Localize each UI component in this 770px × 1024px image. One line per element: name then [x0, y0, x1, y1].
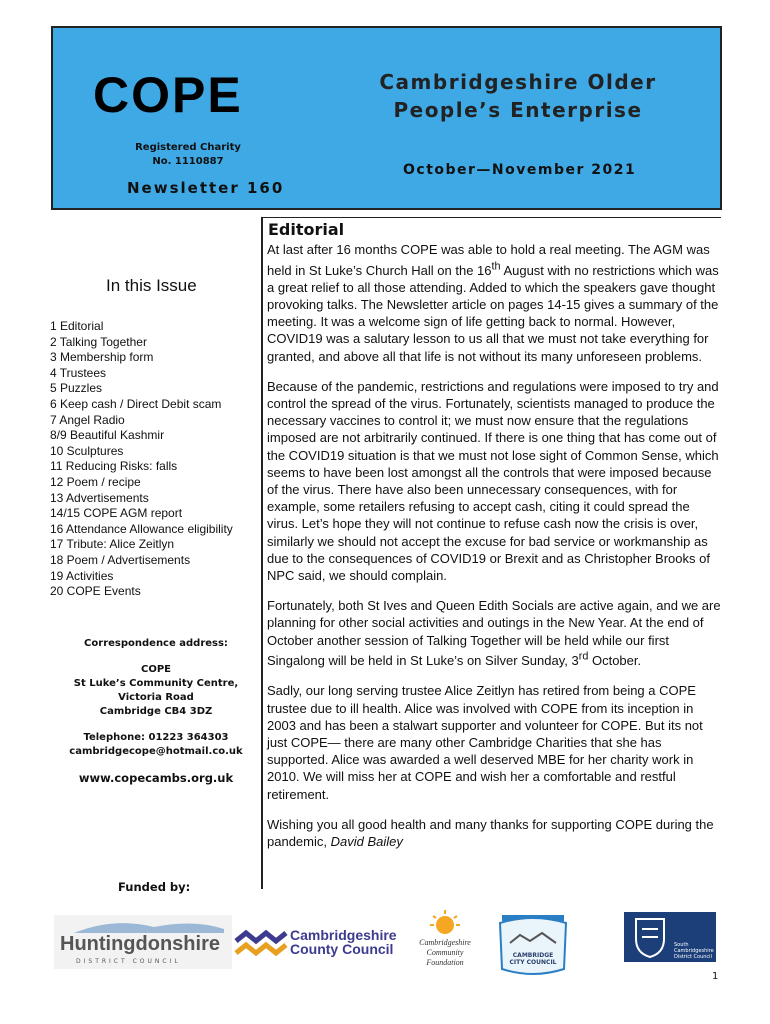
toc-item: 14/15 COPE AGM report [50, 506, 183, 521]
editorial-p5: Wishing you all good health and many thanks for supporting COPE during the pandemic, [267, 816, 714, 849]
correspondence-heading: Correspondence address: [84, 638, 228, 649]
toc-item: 10 Sculptures [50, 443, 124, 458]
toc-item: 17 Tribute: Alice Zeitlyn [50, 537, 175, 552]
editorial-paragraph: Because of the pandemic, restrictions and regulations were imposed to try and control the spread of the virus. Fortunately, scientists managed to produce the necessary vaccines to control it; we must now ensure that the regulations imposed are not arbitrarily continued. If there is one thing that has come out of the COVID19 situation is that we must not lose sight of Common Sense, which seems to have been lost amongst all the controls that were imposed because of the virus. There have also been unnecessary consequences, with for example, some retailers refusing to accept cash, citing it could spread the virus. Let’s hope they will not continue to refuse cash now the crisis is over, similarly we should not accept the excuse for bad service or workmanship as due to the consequences of COVID19 or Brexit and as Christopher Brooks of NPC said, we should complain. [267, 378, 719, 583]
ccf-name [414, 938, 476, 968]
ccf-line2: Community [426, 948, 464, 957]
editorial-paragraph [267, 597, 721, 669]
ccc-line2: County Council [290, 941, 394, 957]
editorial-heading: Editorial [268, 220, 345, 239]
south-cambs-logo [624, 912, 716, 962]
cambridgeshire-county-council-logo [234, 925, 409, 965]
hills-icon [54, 915, 232, 935]
toc-item: 19 Activities [50, 568, 114, 583]
toc-item: 1 Editorial [50, 319, 104, 333]
toc-item: 5 Puzzles [50, 381, 103, 396]
organisation-name [353, 68, 683, 124]
newsletter-number: Newsletter 160 [127, 179, 285, 197]
in-this-issue-heading: In this Issue [106, 276, 197, 295]
ccs-line2: CITY COUNCIL [509, 959, 557, 966]
editorial-paragraph [267, 816, 721, 850]
address-line: Victoria Road [118, 692, 194, 703]
cope-logo: COPE [93, 67, 243, 123]
page-number: 1 [712, 971, 719, 982]
city-council-logo [490, 913, 576, 975]
organisation-name-line1: Cambridgeshire Older [379, 70, 657, 94]
sun-icon [430, 910, 460, 938]
scdc-line1: South [674, 942, 689, 948]
editorial-section [261, 217, 721, 889]
community-foundation-logo [414, 910, 476, 980]
correspondence-block [52, 637, 260, 785]
registered-charity [113, 141, 263, 169]
address-line: COPE [141, 664, 171, 675]
hdc-name: Huntingdonshire [60, 933, 220, 955]
editorial-paragraph: Sadly, our long serving trustee Alice Zeitlyn has retired from being a COPE trustee due to ill health. Alice was involved with COPE from its inception in 2003 and has been a stalwart supporter and volunteer for COPE. But its not just COPE— there are many other Cambridge Charities that she has supported. Alice was awarded a well deserved MBE for her charity work in 2010. We will miss her at COPE and wish her a comfortable and restful retirement. [267, 683, 703, 802]
ccf-line1: Cambridgeshire [419, 938, 471, 947]
toc-item: 18 Poem / Advertisements [50, 552, 191, 567]
waves-icon [234, 929, 288, 963]
issue-date: October—November 2021 [403, 162, 637, 178]
city-council-badge-icon [490, 913, 576, 975]
website: www.copecambs.org.uk [78, 771, 234, 785]
crest-icon [630, 915, 670, 959]
ccc-name [290, 928, 397, 956]
toc-item: 12 Poem / recipe [50, 474, 141, 489]
editorial-p3: Fortunately, both St Ives and Queen Edith Socials are active again, and we are planning for other social activities and outings in the New Year. At the end of October another session of Talking Together will be held while our first Singalong will be held in St Luke’s on Silver Sunday, 3rd October. [267, 598, 721, 669]
toc-item: 13 Advertisements [50, 490, 149, 505]
editorial-p1: At last after 16 months COPE was able to hold a real meeting. The AGM was held in St Luke’s Church Hall on the 16th August with no restrictions which was a great relief to all those attending. Added to which the speakers gave thought provoking talks. The Newsletter article on pages 14-15 gives a summary of the meeting. It was a welcome sign of life getting back to normal. However, COVID19 was a salutary lesson to us all that we must not take everything for granted, and above all that life is not without its many unforeseen problems. [267, 242, 719, 364]
scdc-name [674, 942, 714, 960]
toc-item: 8/9 Beautiful Kashmir [50, 428, 165, 443]
toc-item: 6 Keep cash / Direct Debit scam [50, 396, 222, 411]
editorial-signature: David Bailey [330, 833, 403, 849]
table-of-contents [50, 319, 233, 600]
editorial-body [267, 241, 721, 863]
address-line: Cambridge CB4 3DZ [99, 706, 213, 717]
registered-charity-label: Registered Charity [135, 142, 241, 153]
hdc-subtitle: DISTRICT COUNCIL [76, 958, 181, 965]
toc-item: 16 Attendance Allowance eligibility [50, 521, 233, 536]
masthead [51, 26, 722, 210]
ccc-line1: Cambridgeshire [290, 927, 397, 943]
telephone: Telephone: 01223 364303 [83, 732, 229, 743]
email: cambridgecope@hotmail.co.uk [69, 746, 243, 757]
organisation-name-line2: People’s Enterprise [393, 98, 643, 122]
toc-item: 2 Talking Together [50, 334, 147, 349]
toc-item: 7 Angel Radio [50, 412, 125, 427]
funder-logos [0, 905, 770, 985]
address-line: St Luke’s Community Centre, [73, 678, 239, 689]
toc-item: 4 Trustees [50, 365, 107, 380]
ccf-line3: Foundation [426, 958, 464, 967]
funded-by-label: Funded by: [118, 880, 191, 894]
ccs-line1: CAMBRIDGE [512, 952, 554, 959]
registered-charity-number: No. 1110887 [152, 156, 224, 167]
editorial-paragraph [267, 241, 721, 365]
toc-item: 11 Reducing Risks: falls [50, 459, 178, 474]
toc-item: 3 Membership form [50, 350, 154, 365]
scdc-line2: Cambridgeshire [674, 948, 714, 954]
huntingdonshire-logo [54, 915, 232, 969]
scdc-line3: District Council [674, 954, 712, 960]
toc-item: 20 COPE Events [50, 584, 141, 599]
